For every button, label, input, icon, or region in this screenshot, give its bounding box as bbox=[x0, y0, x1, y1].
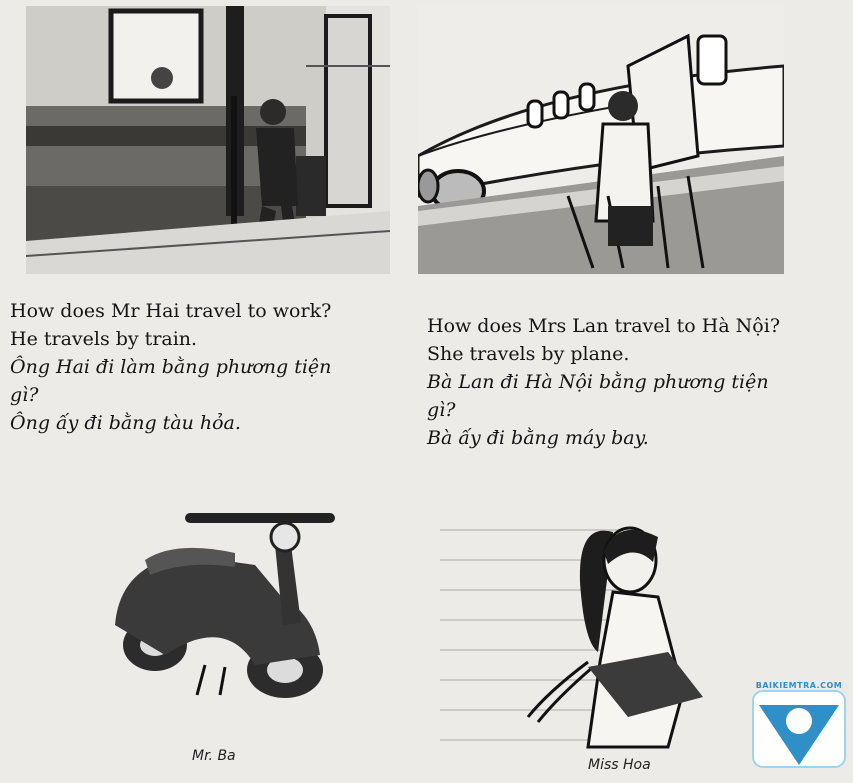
watermark-logo bbox=[751, 681, 847, 771]
hai-vi-question-2: gì? bbox=[10, 384, 39, 406]
lan-vi-question-2: gì? bbox=[427, 399, 456, 421]
hai-answer: He travels by train. bbox=[10, 328, 198, 350]
watermark-emblem-icon bbox=[751, 681, 847, 771]
miss-hoa-drawing bbox=[518, 512, 718, 752]
hai-vi-answer: Ông ấy đi bằng tàu hỏa. bbox=[10, 412, 241, 434]
watermark-text: BAIKIEMTRA.COM bbox=[755, 681, 843, 690]
train-illustration bbox=[26, 6, 390, 274]
lan-dialogue bbox=[427, 312, 780, 452]
miss-hoa-illustration bbox=[518, 512, 718, 752]
lan-vi-answer: Bà ấy đi bằng máy bay. bbox=[427, 427, 649, 449]
lan-answer: She travels by plane. bbox=[427, 343, 630, 365]
plane-illustration bbox=[418, 6, 784, 274]
hai-vi-question-1: Ông Hai đi làm bằng phương tiện bbox=[10, 356, 332, 378]
lan-vi-question-1: Bà Lan đi Hà Nội bằng phương tiện bbox=[427, 371, 769, 393]
hai-question: How does Mr Hai travel to work? bbox=[10, 300, 332, 322]
lan-question: How does Mrs Lan travel to Hà Nội? bbox=[427, 315, 781, 337]
train-drawing bbox=[26, 6, 390, 274]
hai-dialogue bbox=[10, 297, 331, 437]
motorbike-drawing bbox=[105, 505, 357, 705]
caption-miss-hoa: Miss Hoa bbox=[588, 757, 651, 773]
caption-mr-ba: Mr. Ba bbox=[192, 748, 236, 764]
motorbike-illustration bbox=[105, 505, 357, 705]
plane-drawing bbox=[418, 6, 784, 274]
